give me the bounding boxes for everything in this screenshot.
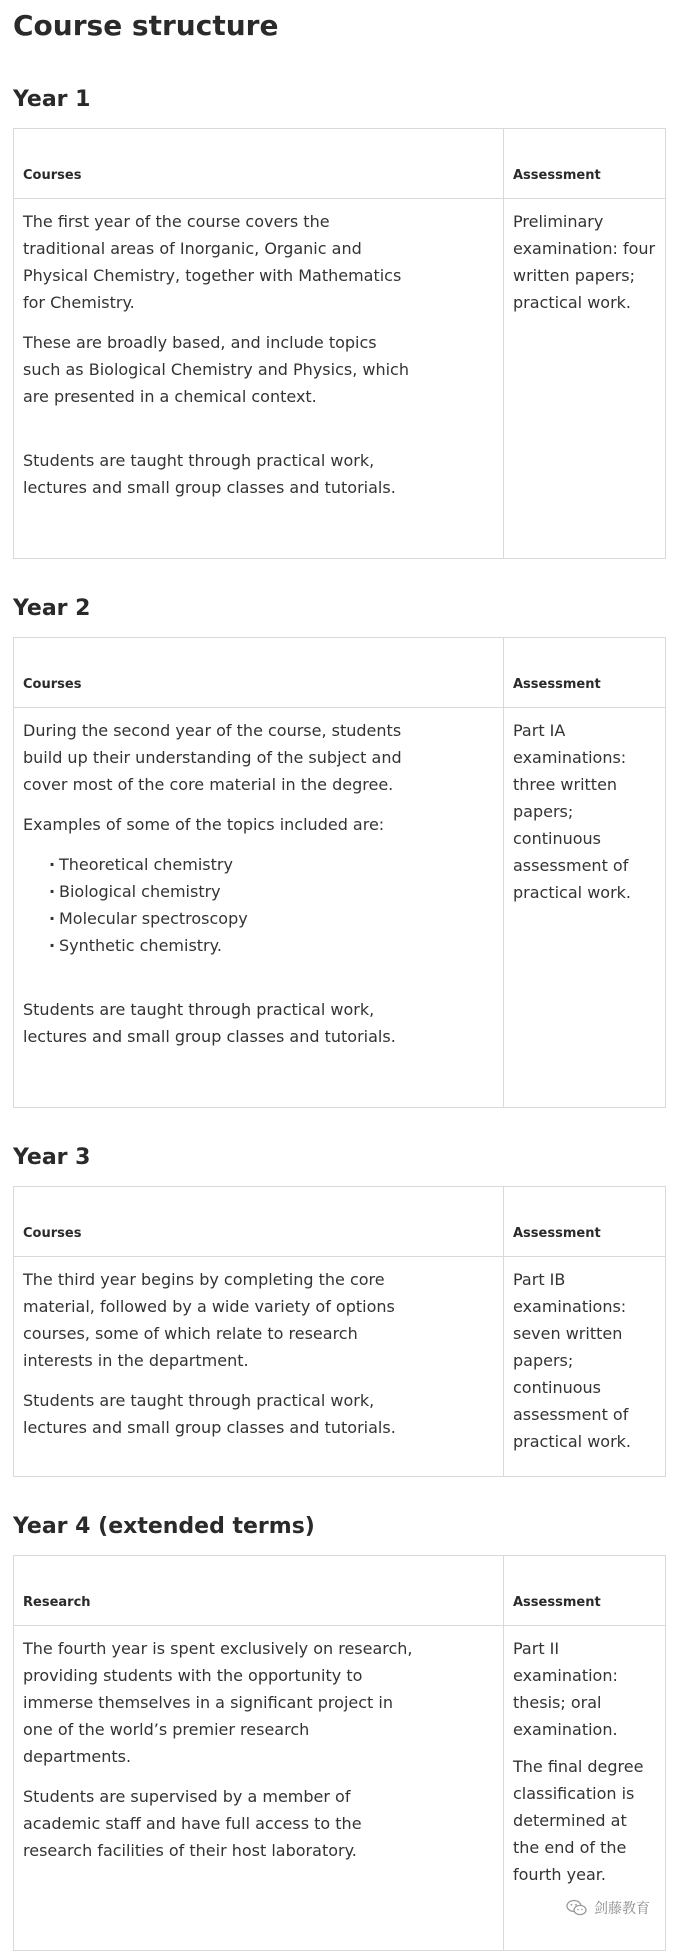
course-structure-page [13, 0, 665, 1951]
list-item: · Molecular spectroscopy [49, 905, 413, 932]
course-table [13, 1555, 666, 1951]
paragraph: Examples of some of the topics included are: [23, 815, 385, 834]
assessment-header: Assessment [504, 129, 666, 199]
watermark [566, 1898, 650, 1918]
courses-header: Courses [14, 1187, 504, 1257]
paragraph: The fourth year is spent exclusively on research, providing students with the opportunity to immerse themselves in a significant project in one of the world’s premier research departments. [23, 1639, 413, 1766]
year-2-section [13, 591, 665, 1108]
paragraph: Students are taught through practical work, lectures and small group classes and tutorials. [23, 451, 396, 497]
assessment-text: Part II examination: thesis; oral examination. [513, 1639, 618, 1739]
paragraph: Students are supervised by a member of academic staff and have full access to the research facilities of their host laboratory. [23, 1787, 362, 1860]
courses-cell [14, 199, 504, 559]
year-heading: Year 1 [13, 87, 91, 112]
courses-header: Courses [14, 638, 504, 708]
year-4-section [13, 1509, 665, 1951]
watermark-text: 剑藤教育 [594, 1901, 650, 1917]
paragraph: The first year of the course covers the traditional areas of Inorganic, Organic and Physical Chemistry, together with Mathematics for Chemistry. [23, 212, 402, 312]
paragraph: These are broadly based, and include topics such as Biological Chemistry and Physics, which are presented in a chemical context. [23, 333, 409, 406]
course-table [13, 1186, 666, 1477]
list-item: · Synthetic chemistry. [49, 932, 413, 959]
paragraph: The third year begins by completing the core material, followed by a wide variety of options courses, some of which relate to research interests in the department. [23, 1270, 395, 1370]
table-header-row [14, 1187, 666, 1257]
list-item: · Theoretical chemistry [49, 851, 413, 878]
table-header-row [14, 129, 666, 199]
list-item: · Biological chemistry [49, 878, 413, 905]
courses-cell [14, 1257, 504, 1477]
table-row [14, 708, 666, 1108]
research-cell [14, 1626, 504, 1951]
course-table [13, 637, 666, 1108]
table-header-row [14, 1556, 666, 1626]
year-heading: Year 2 [13, 596, 91, 621]
assessment-header: Assessment [504, 1556, 666, 1626]
table-row [14, 1257, 666, 1477]
assessment-text: The final degree classification is determined at the end of the fourth year. [513, 1757, 644, 1884]
courses-header: Courses [14, 129, 504, 199]
research-header: Research [14, 1556, 504, 1626]
courses-cell [14, 708, 504, 1108]
table-header-row [14, 638, 666, 708]
table-row [14, 199, 666, 559]
course-table [13, 128, 666, 559]
assessment-text: Part IA examinations: three written papers; continuous assessment of practical work. [513, 721, 631, 902]
year-heading: Year 4 (extended terms) [13, 1514, 315, 1539]
year-heading: Year 3 [13, 1145, 91, 1170]
assessment-text: Part IB examinations: seven written papers; continuous assessment of practical work. [513, 1270, 631, 1451]
paragraph: Students are taught through practical work, lectures and small group classes and tutorials. [23, 1391, 396, 1437]
assessment-header: Assessment [504, 638, 666, 708]
paragraph: Students are taught through practical work, lectures and small group classes and tutorials. [23, 1000, 396, 1046]
assessment-cell [504, 1257, 666, 1477]
year-1-section [13, 82, 665, 559]
paragraph: During the second year of the course, students build up their understanding of the subject and cover most of the core material in the degree. [23, 721, 402, 794]
year-3-section [13, 1140, 665, 1477]
assessment-cell [504, 199, 666, 559]
assessment-header: Assessment [504, 1187, 666, 1257]
assessment-text: Preliminary examination: four written papers; practical work. [513, 212, 656, 312]
wechat-icon [566, 1899, 588, 1917]
topic-list [23, 851, 413, 959]
assessment-cell [504, 708, 666, 1108]
page-title: Course structure [13, 9, 279, 42]
